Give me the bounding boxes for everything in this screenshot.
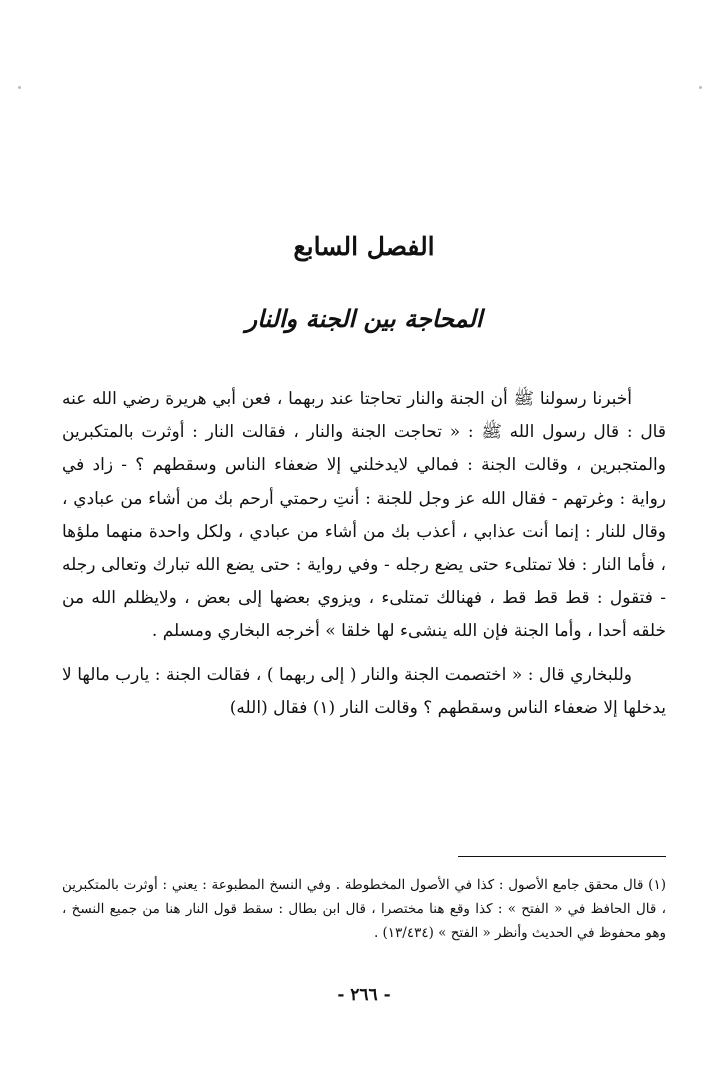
scan-speck (18, 86, 21, 89)
body-text (62, 383, 666, 725)
footnote-divider (458, 856, 666, 857)
chapter-title: الفصل السابع (293, 232, 435, 261)
page-number: - ٢٦٦ - (337, 985, 391, 1005)
scan-speck (699, 86, 702, 89)
paragraph-1: أخبرنا رسولنا ﷺ أن الجنة والنار تحاجتا عند ربهما ، فعن أبي هريرة رضي الله عنه قال : قال رسول الله ﷺ : « تحاجت الجنة والنار ، فقالت النار : أوثرت بالمتكبرين والمتجبرين ، وقالت الجنة : فمالي لايدخلني إلا ضعفاء الناس وسقطهم ؟ - زاد في رواية : وغرتهم - فقال الله عز وجل للجنة : أنتِ رحمتي أرحم بك من أشاء من عبادي ، وقال للنار : إنما أنت عذابي ، أعذب بك من أشاء من عبادي ، ولكل واحدة منهما ملؤها ، فأما النار : فلا تمتلىء حتى يضع رجله - وفي رواية : حتى يضع الله تبارك وتعالى رجله - فتقول : قط قط قط ، فهنالك تمتلىء ، ويزوي بعضها إلى بعض ، ولايظلم الله من خلقه أحدا ، وأما الجنة فإن الله ينشىء لها خلقا » أخرجه البخاري ومسلم . (62, 389, 667, 642)
paragraph-2: وللبخاري قال : « اختصمت الجنة والنار ( إلى ربهما ) ، فقالت الجنة : يارب مالها لا يدخلها إلا ضعفاء الناس وسقطهم ؟ وقالت النار (١) فقال (الله) (62, 664, 666, 718)
section-title: المحاجة بين الجنة والنار (245, 304, 483, 333)
footnote: (١) قال محقق جامع الأصول : كذا في الأصول المخطوطة . وفي النسخ المطبوعة : يعني : أوثرت بالمتكبرين ، قال الحافظ في « الفتح » : كذا وقع هنا مختصرا ، قال ابن بطال : سقط قول النار هنا من جميع النسخ ، وهو محفوظ في الحديث وأنظر « الفتح » (١٣/٤٣٤) . (62, 877, 666, 941)
